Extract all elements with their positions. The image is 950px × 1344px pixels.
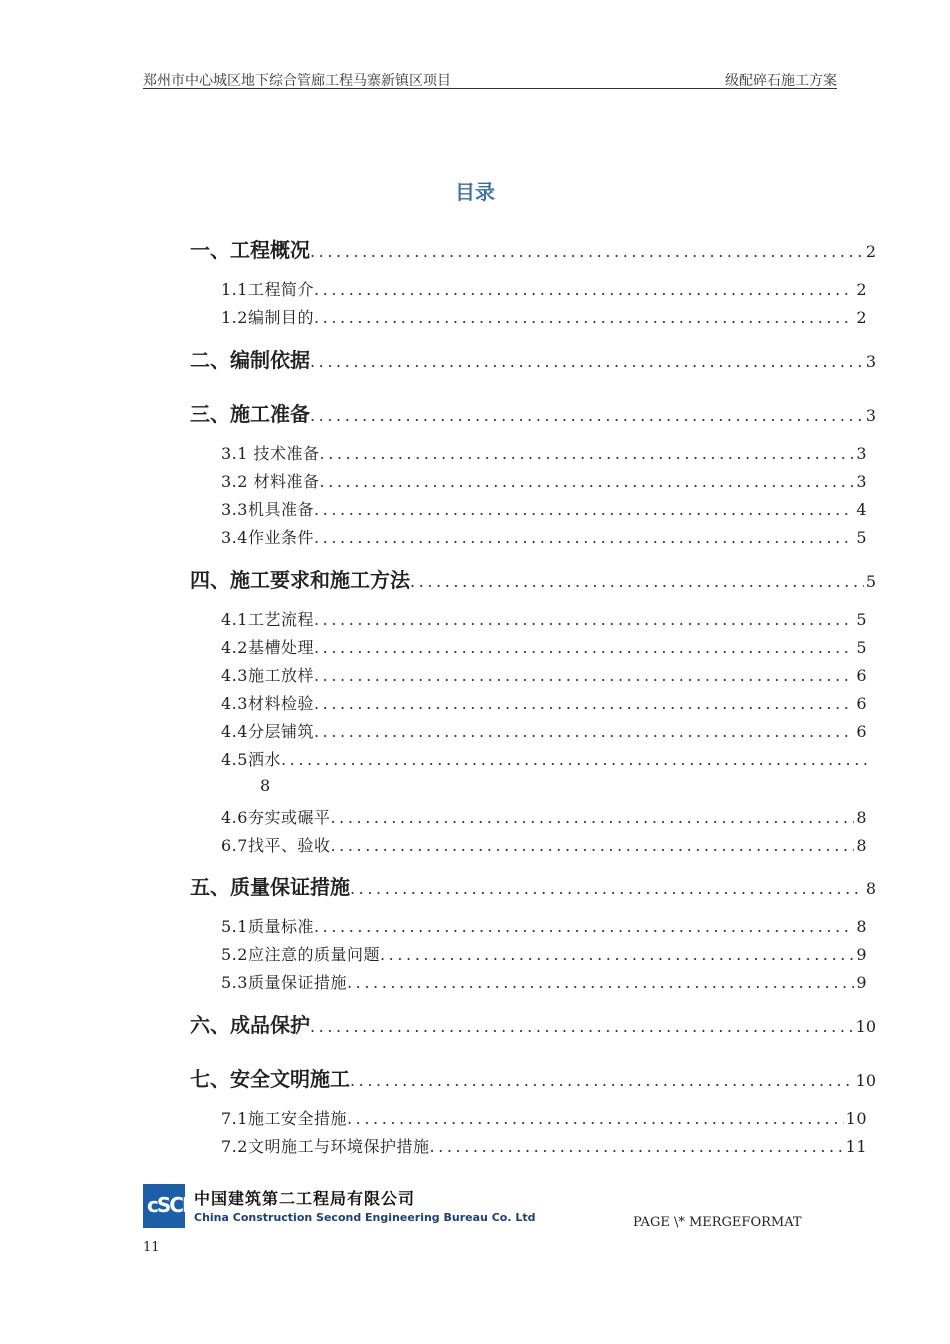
toc-item-3-2[interactable]: 3.2 材料准备 ..... 3 — [221, 469, 867, 492]
toc-item-6-7[interactable]: 6.7找平、验收 ..... 8 — [221, 833, 867, 856]
page-header — [143, 70, 837, 89]
toc-item-1-2[interactable]: 1.2编制目的 ..... 2 — [221, 305, 867, 328]
toc-section-6[interactable]: 六、成品保护 ..... 10 — [190, 1009, 876, 1038]
toc-title: 目录 — [455, 180, 495, 204]
toc-item-3-3[interactable]: 3.3机具准备 ..... 4 — [221, 497, 867, 520]
toc-item-7-1[interactable]: 7.1施工安全措施 ..... 10 — [221, 1106, 867, 1129]
toc-section-1[interactable]: 一、工程概况 ..... 2 — [190, 234, 876, 263]
logo-mark: cSCEc — [147, 1193, 204, 1217]
company-logo — [143, 1184, 204, 1228]
toc-section-4[interactable]: 四、施工要求和施工方法 ..... 5 — [190, 564, 876, 593]
toc-item-4-3[interactable]: 4.3施工放样 ..... 6 — [221, 663, 867, 686]
toc-item-1-1[interactable]: 1.1工程简介 ..... 2 — [221, 277, 867, 300]
toc-item-4-5-page: 8 — [260, 776, 271, 795]
page-field-code: PAGE \* MERGEFORMAT — [633, 1215, 802, 1230]
toc-item-4-5[interactable]: 4.5洒水 ..... — [221, 747, 867, 770]
toc-item-5-2[interactable]: 5.2应注意的质量问题 ..... 9 — [221, 942, 867, 965]
toc-item-4-1[interactable]: 4.1工艺流程 ..... 5 — [221, 607, 867, 630]
toc-item-3-4[interactable]: 3.4作业条件 ..... 5 — [221, 525, 867, 548]
toc-item-4-3b[interactable]: 4.3材料检验 ..... 6 — [221, 691, 867, 714]
toc-item-4-6[interactable]: 4.6夯实或碾平 ..... 8 — [221, 805, 867, 828]
toc-section-3[interactable]: 三、施工准备 ..... 3 — [190, 398, 876, 427]
toc-item-3-1[interactable]: 3.1 技术准备 ..... 3 — [221, 441, 867, 464]
toc-item-4-2[interactable]: 4.2基槽处理 ..... 5 — [221, 635, 867, 658]
header-document-name: 级配碎石施工方案 — [725, 73, 837, 89]
company-name-cn: 中国建筑第二工程局有限公司 — [194, 1189, 416, 1208]
toc-item-4-4[interactable]: 4.4分层铺筑 ..... 6 — [221, 719, 867, 742]
toc-item-7-2[interactable]: 7.2文明施工与环境保护措施 ..... 11 — [221, 1134, 867, 1157]
toc-section-7[interactable]: 七、安全文明施工 ..... 10 — [190, 1063, 876, 1092]
page-number: 11 — [143, 1240, 160, 1255]
company-name-en: China Construction Second Engineering Bureau Co. Ltd — [194, 1211, 536, 1224]
toc-section-2[interactable]: 二、编制依据 ..... 3 — [190, 344, 876, 373]
toc-item-5-1[interactable]: 5.1质量标准 ..... 8 — [221, 914, 867, 937]
toc-item-5-3[interactable]: 5.3质量保证措施 ..... 9 — [221, 970, 867, 993]
header-project-name: 郑州市中心城区地下综合管廊工程马寨新镇区项目 — [143, 73, 451, 89]
toc-section-5[interactable]: 五、质量保证措施 ..... 8 — [190, 871, 876, 900]
